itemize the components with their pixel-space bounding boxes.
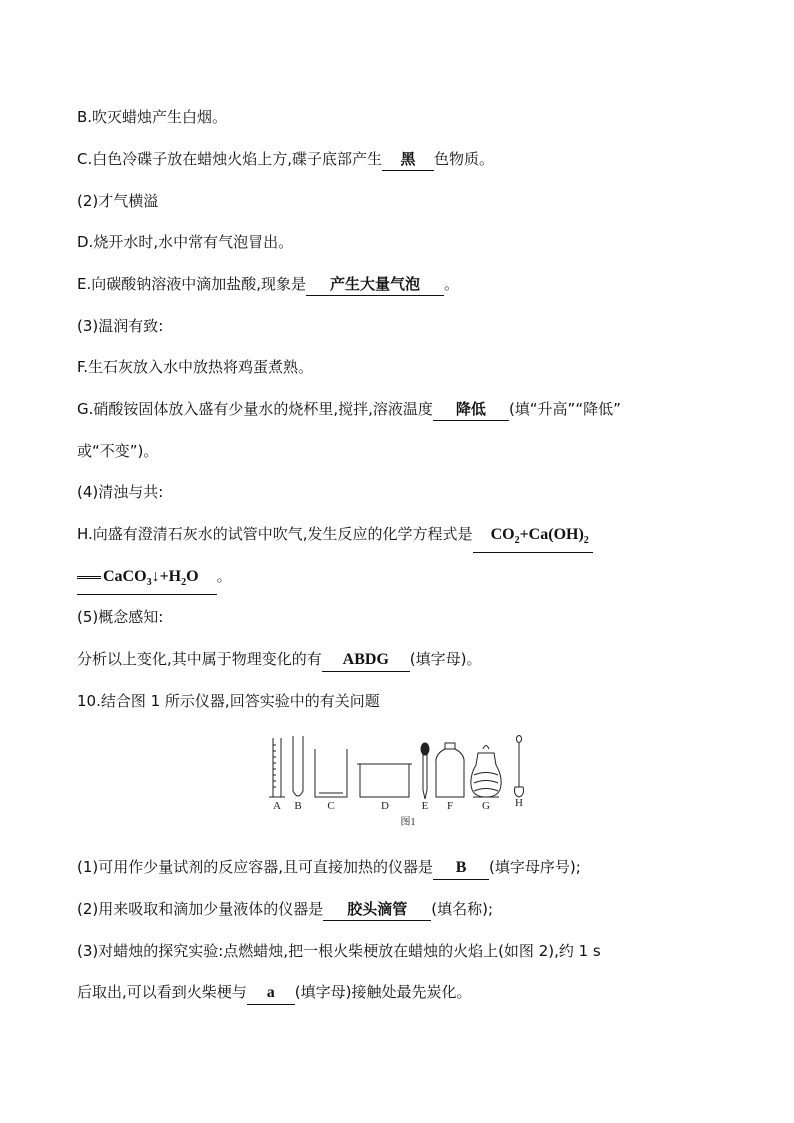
label-b: B bbox=[294, 800, 302, 812]
answer-c: 黑 bbox=[382, 148, 434, 171]
answer-e: 产生大量气泡 bbox=[306, 273, 444, 296]
line-b: B.吹灭蜡烛产生白烟。 bbox=[77, 108, 228, 126]
alcohol-lamp-icon bbox=[471, 746, 501, 798]
label-d: D bbox=[381, 800, 389, 812]
line-g-cont: 或“不变”)。 bbox=[77, 442, 159, 460]
line-e: E.向碳酸钠溶液中滴加盐酸,现象是 产生大量气泡 。 bbox=[77, 273, 459, 296]
answer-equation-part2: $CaCO_3↓+H_2O$ bbox=[77, 566, 217, 595]
answer-physical: ABDG bbox=[322, 649, 410, 672]
label-f: F bbox=[446, 800, 454, 812]
label-h: H bbox=[515, 797, 523, 809]
medicine-spoon-icon bbox=[515, 736, 524, 798]
question-10: 10.结合图 1 所示仪器,回答实验中的有关问题 bbox=[77, 692, 380, 710]
sub-question-3-cont: 后取出,可以看到火柴梗与 a (填字母)接触处最先炭化。 bbox=[77, 981, 472, 1005]
line-physical: 分析以上变化,其中属于物理变化的有 ABDG (填字母)。 bbox=[77, 648, 482, 672]
line-d: D.烧开水时,水中常有气泡冒出。 bbox=[77, 233, 294, 251]
sub-question-1: (1)可用作少量试剂的反应容器,且可直接加热的仪器是 B (填字母序号); bbox=[77, 856, 581, 880]
figure-1-instruments bbox=[265, 735, 535, 830]
sub-question-3: (3)对蜡烛的探究实验:点燃蜡烛,把一根火柴梗放在蜡烛的火焰上(如图 2),约 1 s bbox=[77, 942, 601, 960]
line-f: F.生石灰放入水中放热将鸡蛋煮熟。 bbox=[77, 358, 313, 376]
heading-2: (2)才气横溢 bbox=[77, 192, 159, 210]
line-h: H.向盛有澄清石灰水的试管中吹气,发生反应的化学方程式是 $CO_2+Ca(OH)_2$ bbox=[77, 523, 593, 553]
heading-4: (4)清浊与共: bbox=[77, 483, 164, 501]
heading-3: (3)温润有致: bbox=[77, 317, 164, 335]
large-beaker-icon bbox=[357, 764, 412, 797]
graduated-cylinder-icon bbox=[269, 738, 285, 797]
answer-equation-part1: $CO_2+Ca(OH)_2$ bbox=[473, 524, 593, 553]
equals-sign bbox=[77, 576, 101, 579]
answer-1: B bbox=[433, 857, 489, 880]
label-e: E bbox=[421, 800, 429, 812]
label-a: A bbox=[273, 800, 281, 812]
answer-3: a bbox=[247, 982, 295, 1005]
test-tube-icon bbox=[293, 736, 303, 796]
answer-2: 胶头滴管 bbox=[323, 898, 431, 921]
heading-5: (5)概念感知: bbox=[77, 608, 164, 626]
figure-caption: 图1 bbox=[400, 817, 416, 828]
label-c: C bbox=[327, 800, 335, 812]
label-g: G bbox=[482, 800, 490, 812]
line-g: G.硝酸铵固体放入盛有少量水的烧杯里,搅拌,溶液温度 降低 (填“升高”“降低” bbox=[77, 398, 621, 421]
answer-g: 降低 bbox=[433, 398, 509, 421]
reagent-bottle-icon bbox=[436, 743, 464, 797]
line-c: C.白色冷碟子放在蜡烛火焰上方,碟子底部产生 黑 色物质。 bbox=[77, 148, 494, 171]
small-beaker-icon bbox=[315, 749, 347, 797]
sub-question-2: (2)用来吸取和滴加少量液体的仪器是 胶头滴管 (填名称); bbox=[77, 898, 493, 921]
line-h-cont: $CaCO_3↓+H_2O$ 。 bbox=[77, 565, 232, 595]
dropper-icon bbox=[421, 743, 429, 799]
